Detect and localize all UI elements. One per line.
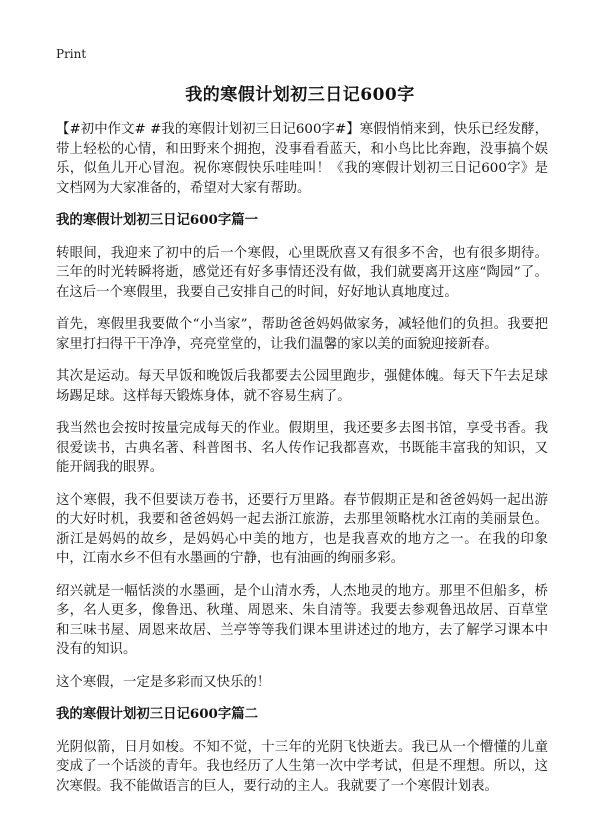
paragraph: 转眼间，我迎来了初中的后一个寒假，心里既欣喜又有很多不舍，也有很多期待。三年的时光转瞬将逝，感觉还有好多事情还没有做，我们就要离开这座“陶园”了。在这后一个寒假里，我要自己安排自己的时间，好好地认真地度过。 [56, 245, 548, 300]
paragraph: 我当然也会按时按量完成每天的作业。假期里，我还要多去图书馆，享受书香。我很爱读书，古典名著、科普图书、名人传作记我都喜欢，书既能丰富我的知识，又能开阔我的眼界。 [56, 421, 548, 475]
paragraph: 绍兴就是一幅恬淡的水墨画，是个山清水秀，人杰地灵的地方。那里不但船多，桥多，名人更多，像鲁迅、秋瑾、周恩来、朱自清等。我要去参观鲁迅故居、百草堂和三味书屋、周恩来故居、兰亭等等我们课本里讲述过的地方，去了解学习课本中没有的知识。 [56, 583, 548, 657]
intro-paragraph: 【#初中作文# #我的寒假计划初三日记600字#】寒假悄悄来到，快乐已经发酵，带上轻松的心情，和田野来个拥抱，没事看看蓝天，和小鸟比比奔跑，没事搞个娱乐，似鱼儿开心冒泡。祝你寒假快乐哇哇叫！《我的寒假计划初三日记600字》是文档网为大家准备的，希望对大家有帮助。 [56, 122, 548, 196]
print-link[interactable]: Print [56, 47, 87, 61]
paragraph: 这个寒假，一定是多彩而又快乐的！ [56, 674, 271, 690]
section-heading-2: 我的寒假计划初三日记600字篇二 [56, 706, 259, 722]
paragraph: 这个寒假，我不但要读万卷书，还要行万里路。春节假期正是和爸爸妈妈一起出游的大好时机，我要和爸爸妈妈一起去浙江旅游，去那里领略枕水江南的美丽景色。浙江是妈妈的故乡，是妈妈心中美的地方，也是我喜欢的地方之一。在我的印象中，江南水乡不但有水墨画的宁静，也有油画的绚丽多彩。 [56, 492, 548, 566]
page-title: 我的寒假计划初三日记600字 [185, 85, 415, 105]
section-heading-1: 我的寒假计划初三日记600字篇一 [56, 212, 259, 228]
paragraph: 首先，寒假里我要做个“小当家”，帮助爸爸妈妈做家务，减轻他们的负担。我要把家里打扫得干干净净，亮亮堂堂的，让我们温馨的家以美的面貌迎接新春。 [56, 317, 548, 352]
paragraph: 其次是运动。每天早饭和晚饭后我都要去公园里跑步，强健体魄。每天下午去足球场踢足球。这样每天锻炼身体，就不容易生病了。 [56, 369, 548, 404]
paragraph: 光阴似箭，日月如梭。不知不觉，十三年的光阴飞快逝去。我已从一个懵懂的儿童变成了一个话淡的青年。我也经历了人生第一次中学考试，但是不理想。所以，这次寒假。我不能做语言的巨人，要行动的主人。我就要了一个寒假计划表。 [56, 739, 548, 794]
article-body [56, 120, 548, 809]
